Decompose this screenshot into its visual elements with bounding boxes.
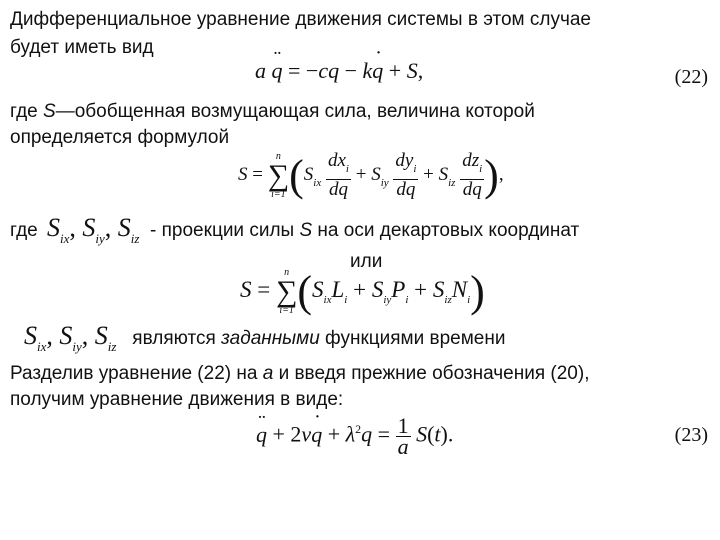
equation-23: q ¨ + 2νq ˙ + $\lambda^2q$ = $\frac{1}{a}$ S(t).: [256, 416, 453, 457]
text-or: или: [350, 251, 383, 272]
equation-22: a q ¨ = −cq − kq ˙ + S,: [255, 58, 423, 84]
equation-s-sum-derivatives: S = n ∑ i=1 ($S_{ix}$ $\frac{dx_i}{dq}$ + $S_{iy}$ $\frac{dy_i}{dq}$ + $S_{iz}$ $\frac{dz_i}{dq}$ ),: [238, 150, 504, 200]
text-line-3: где S—обобщенная возмущающая сила, величина которой: [10, 101, 535, 122]
equation-number-23: (23): [674, 424, 708, 446]
text-line-2: будет иметь вид: [10, 37, 154, 58]
text-line-1: Дифференциальное уравнение движения системы в этом случае: [10, 9, 591, 30]
text-line-4: определяется формулой: [10, 127, 230, 148]
given-functions-symbols: $S_{ix}$, $S_{iy}$, $S_{iz}$: [24, 321, 117, 354]
equation-s-sum-lpn: S = n ∑ i=1 $(S_{ix}L_i + S_{iy}P_i + S_{iz}N_i)$: [240, 266, 485, 316]
text-line-8: получим уравнение движения в виде:: [10, 389, 344, 410]
equation-number-22: (22): [674, 66, 708, 88]
projections-symbols: $S_{ix}$, $S_{iy}$, $S_{iz}$: [47, 213, 140, 246]
text-line-6: $S_{ix}$, $S_{iy}$, $S_{iz}$ являются заданными функциями времени: [24, 321, 506, 354]
text-line-5: где $S_{ix}$, $S_{iy}$, $S_{iz}$ - проекции силы S на оси декартовых координат: [10, 213, 580, 246]
text-line-7: Разделив уравнение (22) на a и введя прежние обозначения (20),: [10, 363, 590, 384]
